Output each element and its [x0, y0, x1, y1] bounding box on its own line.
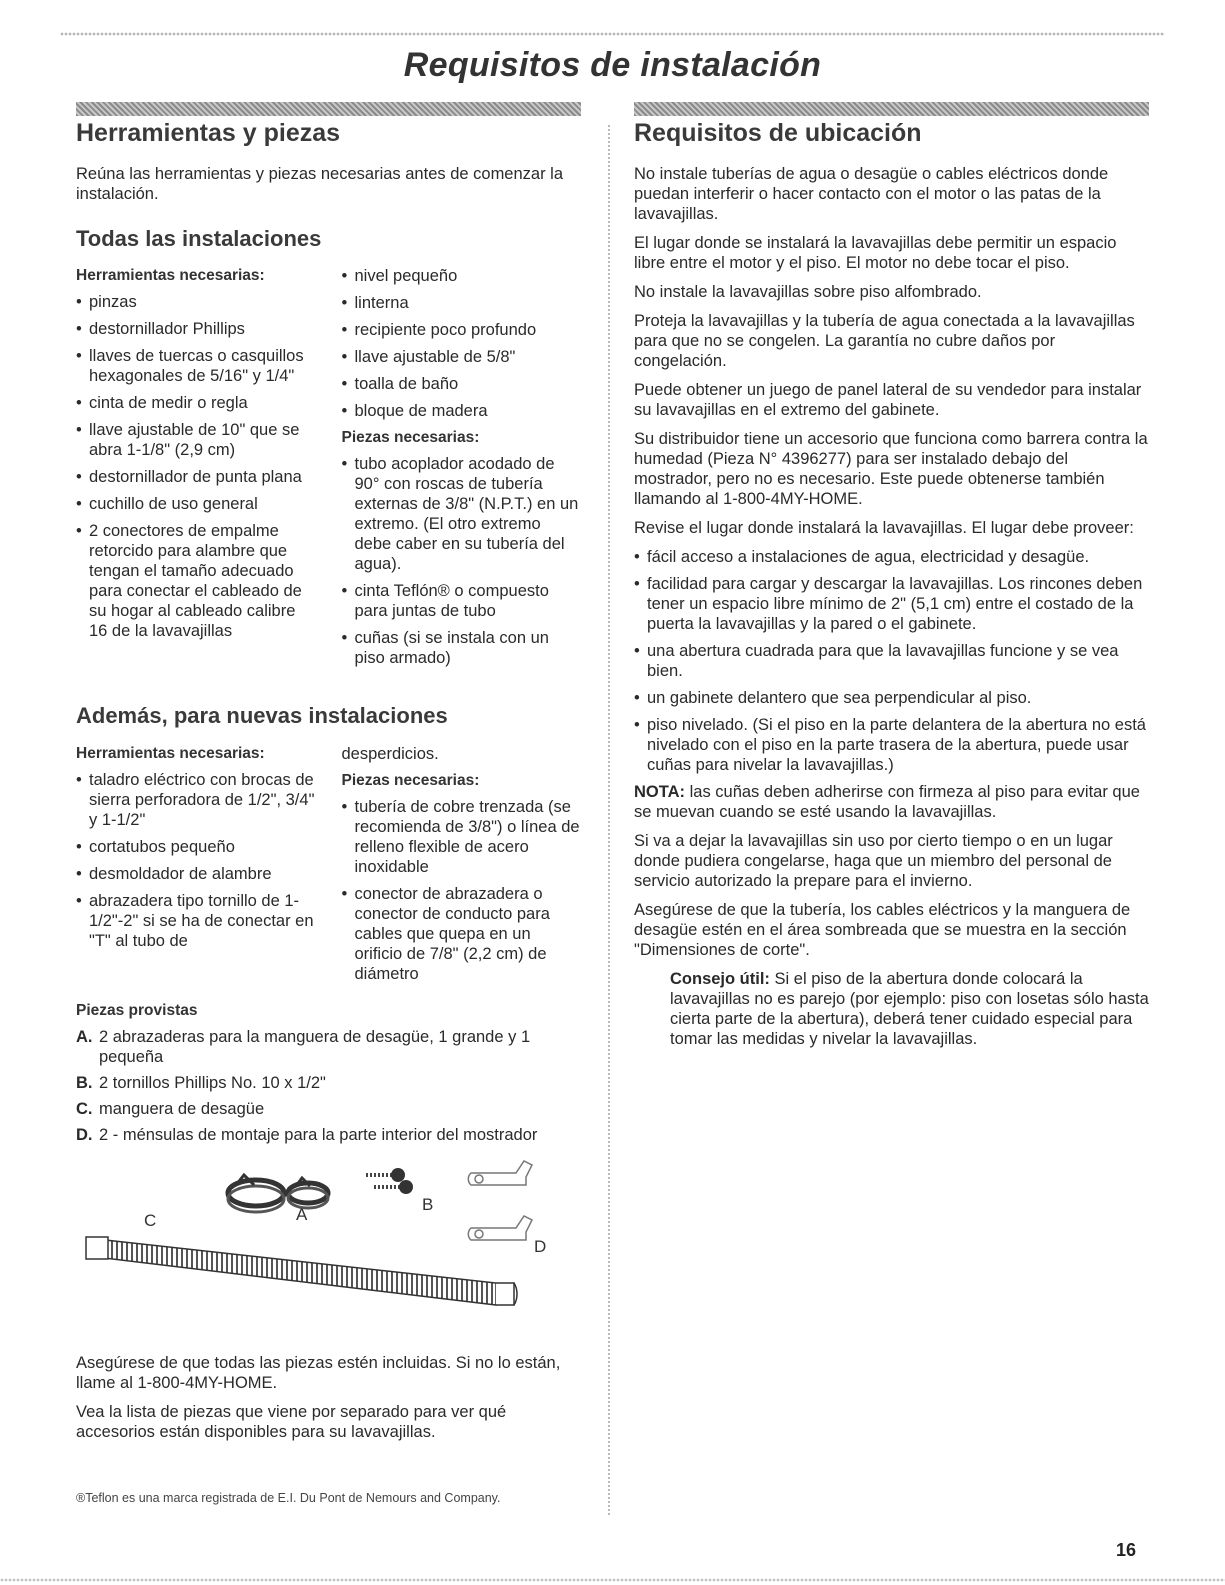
list-item	[76, 1099, 581, 1119]
tip-label: Consejo útil:	[670, 970, 770, 988]
item-text: manguera de desagüe	[99, 1099, 265, 1118]
list-item: • facilidad para cargar y descargar la lavavajillas. Los rincones deben tener un espacio libre mínimo de 2" (5,1 cm) entre el costado de la puerta la lavavajillas y la pared o el gabinete.	[634, 574, 1149, 634]
all-installs-col1	[76, 266, 316, 675]
list-item: • cortatubos pequeño	[76, 837, 316, 857]
list-item: • recipiente poco profundo	[342, 320, 582, 340]
left-shade-bar	[76, 102, 581, 116]
tip-paragraph	[670, 969, 1149, 1049]
item-letter: D.	[76, 1125, 93, 1144]
item-text: 2 abrazaderas para la manguera de desagüe, 1 grande y 1 pequeña	[99, 1027, 531, 1066]
list-item: • fácil acceso a instalaciones de agua, electricidad y desagüe.	[634, 547, 1149, 567]
item-letter: A.	[76, 1027, 93, 1046]
new-tools-list	[76, 770, 316, 951]
paragraph: Revise el lugar donde instalará la lavavajillas. El lugar debe proveer:	[634, 519, 1134, 537]
tools-continued: desperdicios.	[341, 744, 439, 763]
note-label: NOTA:	[634, 783, 686, 801]
list-item	[76, 1027, 581, 1067]
all-installs-col2	[342, 266, 582, 675]
item-letter: C.	[76, 1099, 93, 1118]
paragraph: Asegúrese de que la tubería, los cables eléctricos y la manguera de desagüe estén en el área sombreada que se muestra en la sección "Dimensiones de corte".	[634, 901, 1131, 959]
page-number: 16	[1116, 1540, 1137, 1560]
new-installs-col2	[342, 744, 582, 991]
new-installs-col1	[76, 744, 316, 991]
list-item: • piso nivelado. (Si el piso en la parte delantera de la abertura no está nivelado con el piso en la parte trasera de la abertura, puede usar cuñas para nivelar la lavavajillas.)	[634, 715, 1149, 775]
list-item: • destornillador de punta plana	[76, 467, 316, 487]
column-divider	[608, 125, 610, 1515]
note-paragraph	[634, 782, 1149, 822]
list-item: • nivel pequeño	[342, 266, 582, 286]
label-d: D	[534, 1236, 547, 1256]
location-requirements-list	[634, 547, 1149, 775]
drain-hose	[86, 1237, 517, 1305]
list-item: • 2 conectores de empalme retorcido para alambre que tengan el tamaño adecuado para conectar el cableado de su hogar al cableado calibre 16 de la lavavajillas	[76, 521, 316, 641]
right-column	[634, 118, 1149, 1058]
list-item: • destornillador Phillips	[76, 319, 316, 339]
paragraph: El lugar donde se instalará la lavavajillas debe permitir un espacio libre entre el motor y el piso. El motor no debe tocar el piso.	[634, 234, 1117, 272]
list-item: • una abertura cuadrada para que la lavavajillas funcione y se vea bien.	[634, 641, 1149, 681]
paragraph: No instale tuberías de agua o desagüe o cables eléctricos donde puedan interferir o hacer contacto con el motor o las patas de la lavavajillas.	[634, 165, 1109, 223]
intro-paragraph: Reúna las herramientas y piezas necesarias antes de comenzar la instalación.	[76, 165, 564, 203]
all-installs-heading: Todas las instalaciones	[76, 226, 322, 251]
parts-drawing	[76, 1153, 581, 1343]
parts-label: Piezas necesarias:	[341, 429, 480, 447]
paragraph: Su distribuidor tiene un accesorio que funciona como barrera contra la humedad (Pieza N° 4396277) para ser instalado debajo del mostrador, pero no es necesario. Este puede obtenerse también llamando al 1-800-4MY-HOME.	[634, 430, 1148, 508]
list-item: • taladro eléctrico con brocas de sierra perforadora de 1/2", 3/4" y 1-1/2"	[76, 770, 316, 830]
new-installs-lists	[76, 744, 581, 991]
closing-paragraph-2: Vea la lista de piezas que viene por separado para ver qué accesorios están disponibles para su lavavajillas.	[76, 1402, 507, 1441]
footnote: ®Teflon es una marca registrada de E.I. Du Pont de Nemours and Company.	[76, 1491, 501, 1505]
list-item: • tubería de cobre trenzada (se recomienda de 3/8") o línea de relleno flexible de acero inoxidable	[342, 797, 582, 877]
label-b: B	[422, 1194, 434, 1214]
location-heading: Requisitos de ubicación	[634, 119, 922, 147]
all-installs-lists	[76, 266, 581, 675]
item-letter: B.	[76, 1073, 93, 1092]
list-item: • cuchillo de uso general	[76, 494, 316, 514]
right-shade-bar	[634, 102, 1149, 116]
paragraph: Puede obtener un juego de panel lateral de su vendedor para instalar su lavavajillas en el extremo del gabinete.	[634, 381, 1142, 419]
note-text: las cuñas deben adherirse con firmeza al piso para evitar que se muevan cuando se esté usando la lavavajillas.	[634, 783, 1140, 821]
new-parts-list	[342, 797, 582, 984]
closing-paragraph-1: Asegúrese de que todas las piezas estén incluidas. Si no lo están, llame al 1-800-4MY-HOME.	[76, 1353, 561, 1392]
list-item: • toalla de baño	[342, 374, 582, 394]
list-item: • abrazadera tipo tornillo de 1-1/2"-2" si se ha de conectar en "T" al tubo de	[76, 891, 316, 951]
parts-list	[342, 454, 582, 668]
item-text: 2 - ménsulas de montaje para la parte interior del mostrador	[99, 1125, 538, 1144]
hose-clamps	[228, 1175, 328, 1212]
list-item: • llaves de tuercas o casquillos hexagonales de 5/16" y 1/4"	[76, 346, 316, 386]
list-item: • desmoldador de alambre	[76, 864, 316, 884]
tools-list	[76, 292, 316, 641]
list-item: • llave ajustable de 10" que se abra 1-1/8" (2,9 cm)	[76, 420, 316, 460]
bottom-dotted-rule	[0, 1578, 1225, 1582]
list-item: • linterna	[342, 293, 582, 313]
label-a: A	[296, 1204, 308, 1224]
list-item: • conector de abrazadera o conector de conducto para cables que quepa en un orificio de 7/8" (2,2 cm) de diámetro	[342, 884, 582, 984]
new-parts-label: Piezas necesarias:	[341, 771, 480, 789]
paragraph: Proteja la lavavajillas y la tubería de agua conectada a la lavavajillas para que no se congelen. La garantía no cubre daños por congelación.	[634, 312, 1135, 370]
list-item: • cuñas (si se instala con un piso armado)	[342, 628, 582, 668]
supplied-parts-illustration	[76, 1153, 581, 1343]
supplied-parts-label: Piezas provistas	[76, 1001, 198, 1019]
new-installs-heading: Además, para nuevas instalaciones	[76, 703, 448, 729]
tools-label: Herramientas necesarias:	[76, 267, 265, 285]
list-item: • cinta Teflón® o compuesto para juntas de tubo	[342, 581, 582, 621]
list-item: • bloque de madera	[342, 401, 582, 421]
item-text: 2 tornillos Phillips No. 10 x 1/2"	[99, 1073, 326, 1092]
tools-parts-heading: Herramientas y piezas	[76, 119, 341, 147]
label-c: C	[144, 1210, 157, 1230]
paragraph: Si va a dejar la lavavajillas sin uso por cierto tiempo o en un lugar donde pudiera congelarse, haga que un miembro del personal de servicio autorizado la prepare para el invierno.	[634, 832, 1113, 890]
list-item	[76, 1125, 581, 1145]
left-column	[76, 118, 581, 1451]
page-title: Requisitos de instalación	[403, 46, 822, 84]
list-item: • pinzas	[76, 292, 316, 312]
new-tools-label: Herramientas necesarias:	[76, 744, 265, 762]
list-item: • tubo acoplador acodado de 90° con roscas de tubería externas de 3/8" (N.P.T.) en un extremo. (El otro extremo debe caber en su tubería del agua).	[342, 454, 582, 574]
mounting-brackets	[468, 1161, 532, 1240]
list-item: • llave ajustable de 5/8"	[342, 347, 582, 367]
tip-text: Si el piso de la abertura donde colocará la lavavajillas no es parejo (por ejemplo: piso con losetas sólo hasta cierta parte de la abertura), deberá tener cuidado especial para tomar las medidas y nivelar la lavavajillas.	[670, 970, 1149, 1048]
supplied-parts-list	[76, 1027, 581, 1145]
top-dotted-rule	[60, 32, 1165, 36]
phillips-screws	[366, 1168, 413, 1194]
list-item: • cinta de medir o regla	[76, 393, 316, 413]
paragraph: No instale la lavavajillas sobre piso alfombrado.	[634, 283, 982, 301]
list-item: • un gabinete delantero que sea perpendicular al piso.	[634, 688, 1149, 708]
tools-list-continued	[342, 266, 582, 421]
list-item	[76, 1073, 581, 1093]
